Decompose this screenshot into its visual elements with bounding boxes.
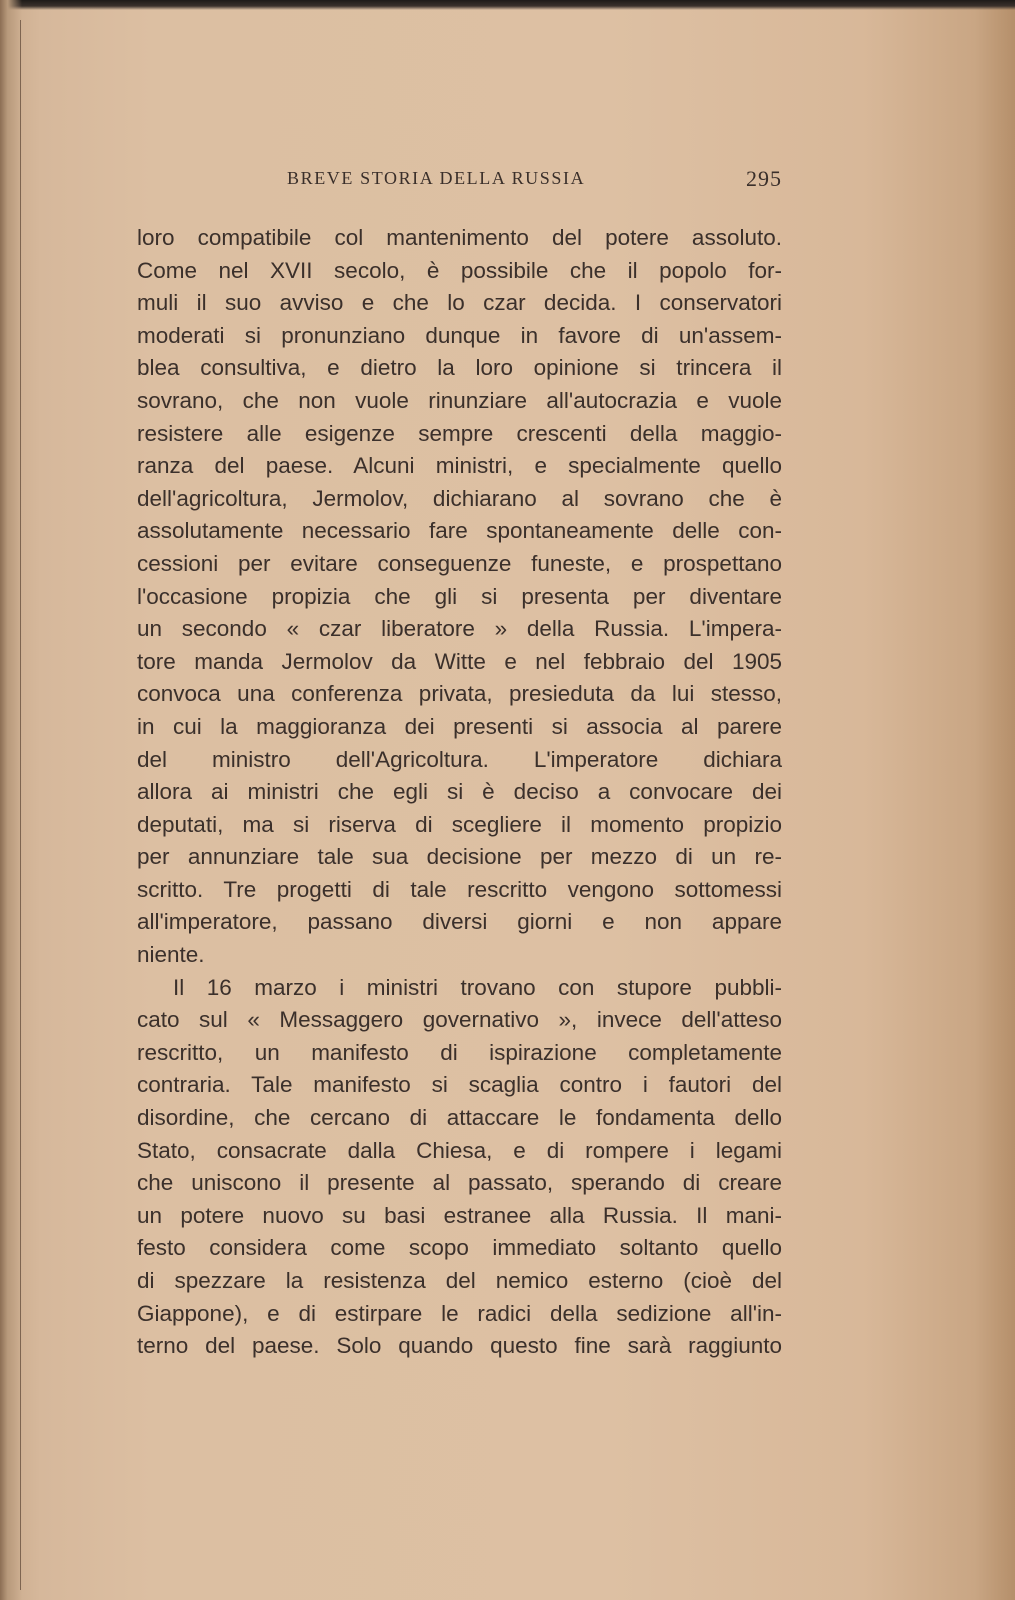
text-line: Giappone), e di estirpare le radici della sedizione all'in- (137, 1300, 782, 1326)
page-binding-edge (0, 0, 22, 1600)
text-line: blea consultiva, e dietro la loro opinione si trincera il (137, 355, 782, 381)
text-line: disordine, che cercano di attaccare le fondamenta dello (137, 1105, 782, 1131)
running-head (137, 168, 782, 194)
text-line: muli il suo avviso e che lo czar decida. I conservatori (137, 290, 782, 316)
text-line: terno del paese. Solo quando questo fine sarà raggiunto (137, 1333, 782, 1359)
page-number: 295 (746, 166, 782, 191)
text-line: Stato, consacrate dalla Chiesa, e di rompere i legami (137, 1137, 782, 1163)
text-line: sovrano, che non vuole rinunziare all'autocrazia e vuole (137, 387, 782, 413)
text-line: del ministro dell'Agricoltura. L'imperatore dichiara (137, 746, 782, 772)
text-line: loro compatibile col mantenimento del potere assoluto. (137, 225, 782, 250)
text-line: un secondo « czar liberatore » della Russia. L'impera- (137, 616, 782, 642)
page-top-edge (0, 0, 1015, 10)
text-line: scritto. Tre progetti di tale rescritto vengono sottomessi (137, 876, 782, 902)
binding-rule (20, 20, 21, 1590)
text-line: deputati, ma si riserva di scegliere il momento propizio (137, 811, 782, 837)
text-line: Come nel XVII secolo, è possibile che il popolo for- (137, 257, 782, 283)
text-line: dell'agricoltura, Jermolov, dichiarano al sovrano che è (137, 485, 782, 511)
text-line: allora ai ministri che egli si è deciso a convocare dei (137, 779, 782, 805)
text-line: convoca una conferenza privata, presieduta da lui stesso, (137, 681, 782, 707)
text-line: assolutamente necessario fare spontaneamente delle con- (137, 518, 782, 544)
text-line: contraria. Tale manifesto si scaglia contro i fautori del (137, 1072, 782, 1098)
text-line: un potere nuovo su basi estranee alla Russia. Il mani- (137, 1202, 782, 1228)
paragraph (137, 972, 782, 1363)
text-line: rescritto, un manifesto di ispirazione completamente (137, 1039, 782, 1065)
paragraph (137, 222, 782, 972)
text-line: moderati si pronunziano dunque in favore di un'assem- (137, 322, 782, 348)
text-line: ranza del paese. Alcuni ministri, e specialmente quello (137, 453, 782, 479)
text-line: l'occasione propizia che gli si presenta per diventare (137, 583, 782, 609)
text-line: in cui la maggioranza dei presenti si associa al parere (137, 713, 782, 739)
text-line: che uniscono il presente al passato, sperando di creare (137, 1170, 782, 1196)
text-line: tore manda Jermolov da Witte e nel febbraio del 1905 (137, 648, 782, 674)
text-line: festo considera come scopo immediato soltanto quello (137, 1235, 782, 1261)
text-line: all'imperatore, passano diversi giorni e non appare (137, 909, 782, 935)
text-line: cato sul « Messaggero governativo », invece dell'atteso (137, 1007, 782, 1033)
text-line: resistere alle esigenze sempre crescenti della maggio- (137, 420, 782, 446)
text-line: Il 16 marzo i ministri trovano con stupore pubbli- (173, 974, 782, 1000)
running-title: BREVE STORIA DELLA RUSSIA (287, 168, 586, 188)
text-line: niente. (137, 942, 205, 968)
body-text (137, 222, 782, 1363)
text-line: per annunziare tale sua decisione per mezzo di un re- (137, 844, 782, 870)
text-line: di spezzare la resistenza del nemico esterno (cioè del (137, 1268, 782, 1293)
text-line: cessioni per evitare conseguenze funeste, e prospettano (137, 550, 782, 576)
